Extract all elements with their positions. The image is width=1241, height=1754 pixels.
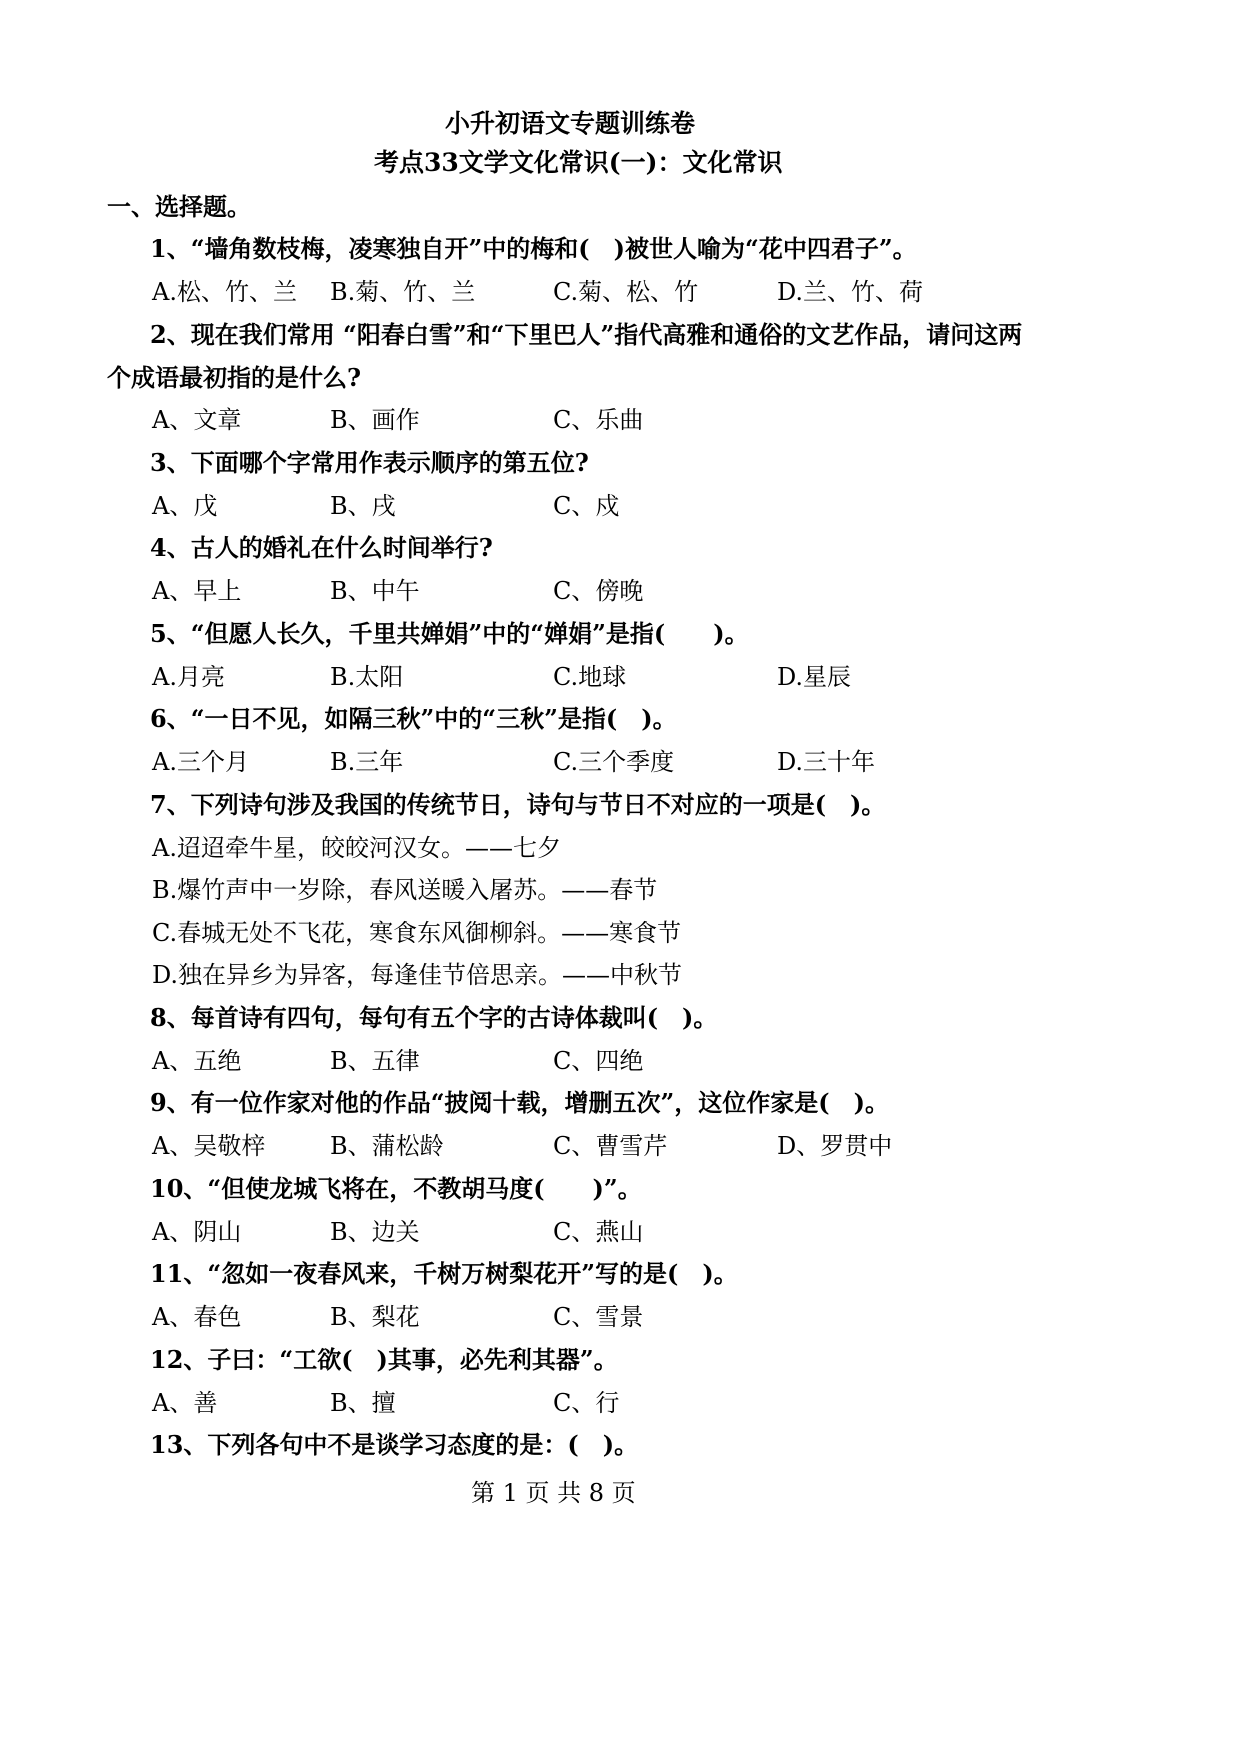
question-7-stem: 7、下列诗句涉及我国的传统节日，诗句与节日不对应的一项是( )。 xyxy=(150,790,886,819)
q1-option-c: C.菊、松、竹 xyxy=(553,278,699,306)
q7-option-d: D.独在异乡为异客，每逢佳节倍思亲。——中秋节 xyxy=(152,961,683,989)
question-6-stem: 6、“一日不见，如隔三秋”中的“三秋”是指( )。 xyxy=(150,704,677,733)
question-2-stem-continued: 个成语最初指的是什么? xyxy=(107,363,362,392)
q7-option-b: B.爆竹声中一岁除，春风送暖入屠苏。——春节 xyxy=(152,876,658,904)
question-5-stem: 5、“但愿人长久，千里共婵娟”中的“婵娟”是指( )。 xyxy=(150,619,749,648)
q3-option-c: C、戍 xyxy=(553,492,620,520)
question-10-stem: 10、“但使龙城飞将在，不教胡马度( )”。 xyxy=(150,1174,642,1203)
q4-option-a: A、早上 xyxy=(152,577,242,605)
q5-option-a: A.月亮 xyxy=(152,663,225,691)
q12-option-a: A、善 xyxy=(152,1389,218,1417)
q6-option-d: D.三十年 xyxy=(777,748,876,776)
question-3-stem: 3、下面哪个字常用作表示顺序的第五位? xyxy=(150,448,589,477)
q4-option-b: B、中午 xyxy=(330,577,420,605)
q11-option-c: C、雪景 xyxy=(553,1303,644,1331)
q10-option-b: B、边关 xyxy=(330,1218,420,1246)
page-subtitle: 考点33文学文化常识(一)：文化常识 xyxy=(374,148,783,177)
q2-option-a: A、文章 xyxy=(152,406,242,434)
q7-option-c: C.春城无处不飞花，寒食东风御柳斜。——寒食节 xyxy=(152,919,682,947)
q1-option-d: D.兰、竹、荷 xyxy=(777,278,924,306)
q8-option-a: A、五绝 xyxy=(152,1047,242,1075)
q2-option-c: C、乐曲 xyxy=(553,406,644,434)
q8-option-b: B、五律 xyxy=(330,1047,420,1075)
section-heading: 一、选择题。 xyxy=(107,192,251,221)
page-title: 小升初语文专题训练卷 xyxy=(445,109,696,138)
page-footer: 第 1 页 共 8 页 xyxy=(471,1479,636,1507)
q6-option-a: A.三个月 xyxy=(152,748,249,776)
q5-option-d: D.星辰 xyxy=(777,663,852,691)
q5-option-b: B.太阳 xyxy=(330,663,404,691)
q6-option-c: C.三个季度 xyxy=(553,748,675,776)
q4-option-c: C、傍晚 xyxy=(553,577,644,605)
q9-option-b: B、蒲松龄 xyxy=(330,1132,444,1160)
q6-option-b: B.三年 xyxy=(330,748,404,776)
q8-option-c: C、四绝 xyxy=(553,1047,644,1075)
q3-option-a: A、戊 xyxy=(152,492,218,520)
q7-option-a: A.迢迢牵牛星，皎皎河汉女。——七夕 xyxy=(152,834,561,862)
q9-option-a: A、吴敬梓 xyxy=(152,1132,266,1160)
q10-option-c: C、燕山 xyxy=(553,1218,644,1246)
q10-option-a: A、阴山 xyxy=(152,1218,242,1246)
question-4-stem: 4、古人的婚礼在什么时间举行? xyxy=(150,533,493,562)
q12-option-b: B、擅 xyxy=(330,1389,396,1417)
q1-option-b: B.菊、竹、兰 xyxy=(330,278,476,306)
q5-option-c: C.地球 xyxy=(553,663,627,691)
question-11-stem: 11、“忽如一夜春风来，千树万树梨花开”写的是( )。 xyxy=(150,1259,738,1288)
question-8-stem: 8、每首诗有四句，每句有五个字的古诗体裁叫( )。 xyxy=(150,1003,718,1032)
question-12-stem: 12、子曰：“工欲( )其事，必先利其器”。 xyxy=(150,1345,618,1374)
q2-option-b: B、画作 xyxy=(330,406,420,434)
question-13-stem: 13、下列各句中不是谈学习态度的是：( )。 xyxy=(150,1430,639,1459)
question-2-stem: 2、现在我们常用 “阳春白雪”和“下里巴人”指代高雅和通俗的文艺作品，请问这两 xyxy=(150,320,1023,349)
question-9-stem: 9、有一位作家对他的作品“披阅十载，增删五次”，这位作家是( )。 xyxy=(150,1088,890,1117)
q9-option-d: D、罗贯中 xyxy=(777,1132,893,1160)
q3-option-b: B、戌 xyxy=(330,492,396,520)
q11-option-a: A、春色 xyxy=(152,1303,242,1331)
q9-option-c: C、曹雪芹 xyxy=(553,1132,668,1160)
q1-option-a: A.松、竹、兰 xyxy=(152,278,297,306)
question-1-stem: 1、“墙角数枝梅，凌寒独自开”中的梅和( )被世人喻为“花中四君子”。 xyxy=(150,234,917,263)
q12-option-c: C、行 xyxy=(553,1389,620,1417)
q11-option-b: B、梨花 xyxy=(330,1303,420,1331)
